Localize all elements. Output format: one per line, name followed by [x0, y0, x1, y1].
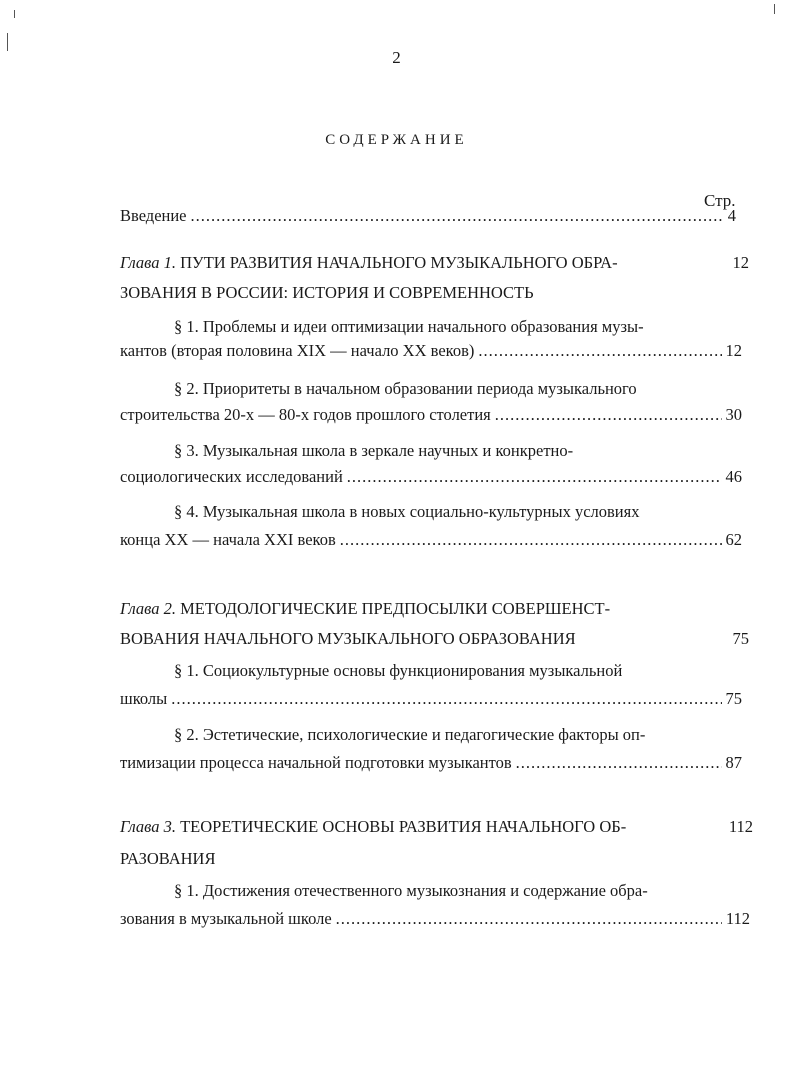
section-title-line1: § 3. Музыкальная школа в зеркале научных и конкретно- [174, 441, 574, 460]
toc-section-1-1[interactable] [120, 341, 742, 361]
chapter-title-line2: РАЗОВАНИЯ [120, 849, 216, 868]
toc-section-2-2[interactable] [120, 753, 742, 773]
toc-entry-label: Введение [120, 206, 187, 225]
toc-entry-page: 112 [728, 817, 753, 836]
section-title-line1: § 1. Проблемы и идеи оптимизации начального образования музы- [174, 317, 644, 336]
section-title-line2: школы [120, 689, 168, 708]
chapter-prefix: Глава 2. [120, 599, 176, 618]
toc-entry-page: 75 [732, 629, 749, 648]
dot-leader [495, 405, 722, 425]
scan-mark [774, 4, 775, 14]
toc-entry-page: 4 [727, 206, 736, 225]
section-title-line1: § 2. Приоритеты в начальном образовании периода музыкального [174, 379, 637, 398]
scan-mark [14, 10, 15, 18]
toc-section-2-1[interactable] [120, 689, 742, 709]
chapter-prefix: Глава 1. [120, 253, 176, 272]
page-title: СОДЕРЖАНИЕ [325, 132, 468, 148]
toc-entry-intro[interactable] [120, 206, 736, 226]
section-title-line1: § 1. Социокультурные основы функционирования музыкальной [174, 661, 623, 680]
section-title-line2: конца XX — начала XXI веков [120, 530, 336, 549]
section-title-line2: зования в музыкальной школе [120, 909, 332, 928]
chapter-prefix: Глава 3. [120, 817, 176, 836]
section-title-line2: строительства 20-х — 80-х годов прошлого столетия [120, 405, 491, 424]
dot-leader [340, 530, 722, 550]
dot-leader [336, 909, 722, 929]
toc-entry-page: 87 [725, 753, 742, 772]
toc-section-1-4[interactable] [120, 530, 742, 550]
toc-entry-page: 12 [732, 253, 749, 272]
toc-entry-page: 46 [725, 467, 742, 486]
toc-entry-page: 12 [725, 341, 742, 360]
chapter-title-line2: ЗОВАНИЯ В РОССИИ: ИСТОРИЯ И СОВРЕМЕННОСТЬ [120, 283, 534, 302]
section-title-line2: кантов (вторая половина XIX — начало XX веков) [120, 341, 475, 360]
toc-entry-page: 30 [725, 405, 742, 424]
chapter-title-line1: МЕТОДОЛОГИЧЕСКИЕ ПРЕДПОСЫЛКИ СОВЕРШЕНСТ- [175, 599, 611, 618]
toc-chapter-1[interactable] [0, 249, 793, 277]
dot-leader [516, 753, 722, 773]
dot-leader [191, 206, 724, 226]
dot-leader [347, 467, 722, 487]
toc-chapter-2[interactable] [120, 595, 610, 623]
toc-entry-page: 75 [725, 689, 742, 708]
section-title-line2: тимизации процесса начальной подготовки музыкантов [120, 753, 512, 772]
dot-leader [478, 341, 721, 361]
section-title-line1: § 2. Эстетические, психологические и педагогические факторы оп- [174, 725, 646, 744]
page-number: 2 [392, 48, 401, 67]
section-title-line1: § 1. Достижения отечественного музыкознания и содержание обра- [174, 881, 648, 900]
toc-chapter-3[interactable] [0, 813, 793, 841]
toc-entry-page: 62 [725, 530, 742, 549]
section-title-line1: § 4. Музыкальная школа в новых социально-культурных условиях [174, 502, 640, 521]
chapter-title-line2: ВОВАНИЯ НАЧАЛЬНОГО МУЗЫКАЛЬНОГО ОБРАЗОВАНИЯ [120, 629, 576, 648]
chapter-title-line1: ПУТИ РАЗВИТИЯ НАЧАЛЬНОГО МУЗЫКАЛЬНОГО ОБРА- [175, 253, 618, 272]
toc-section-1-2[interactable] [120, 405, 742, 425]
chapter-title-line1: ТЕОРЕТИЧЕСКИЕ ОСНОВЫ РАЗВИТИЯ НАЧАЛЬНОГО ОБ- [175, 817, 627, 836]
dot-leader [171, 689, 721, 709]
toc-entry-page: 112 [725, 909, 750, 928]
page-column-header: Стр. [704, 191, 736, 210]
toc-section-3-1[interactable] [120, 909, 750, 929]
section-title-line2: социологических исследований [120, 467, 343, 486]
toc-section-1-3[interactable] [120, 467, 742, 487]
